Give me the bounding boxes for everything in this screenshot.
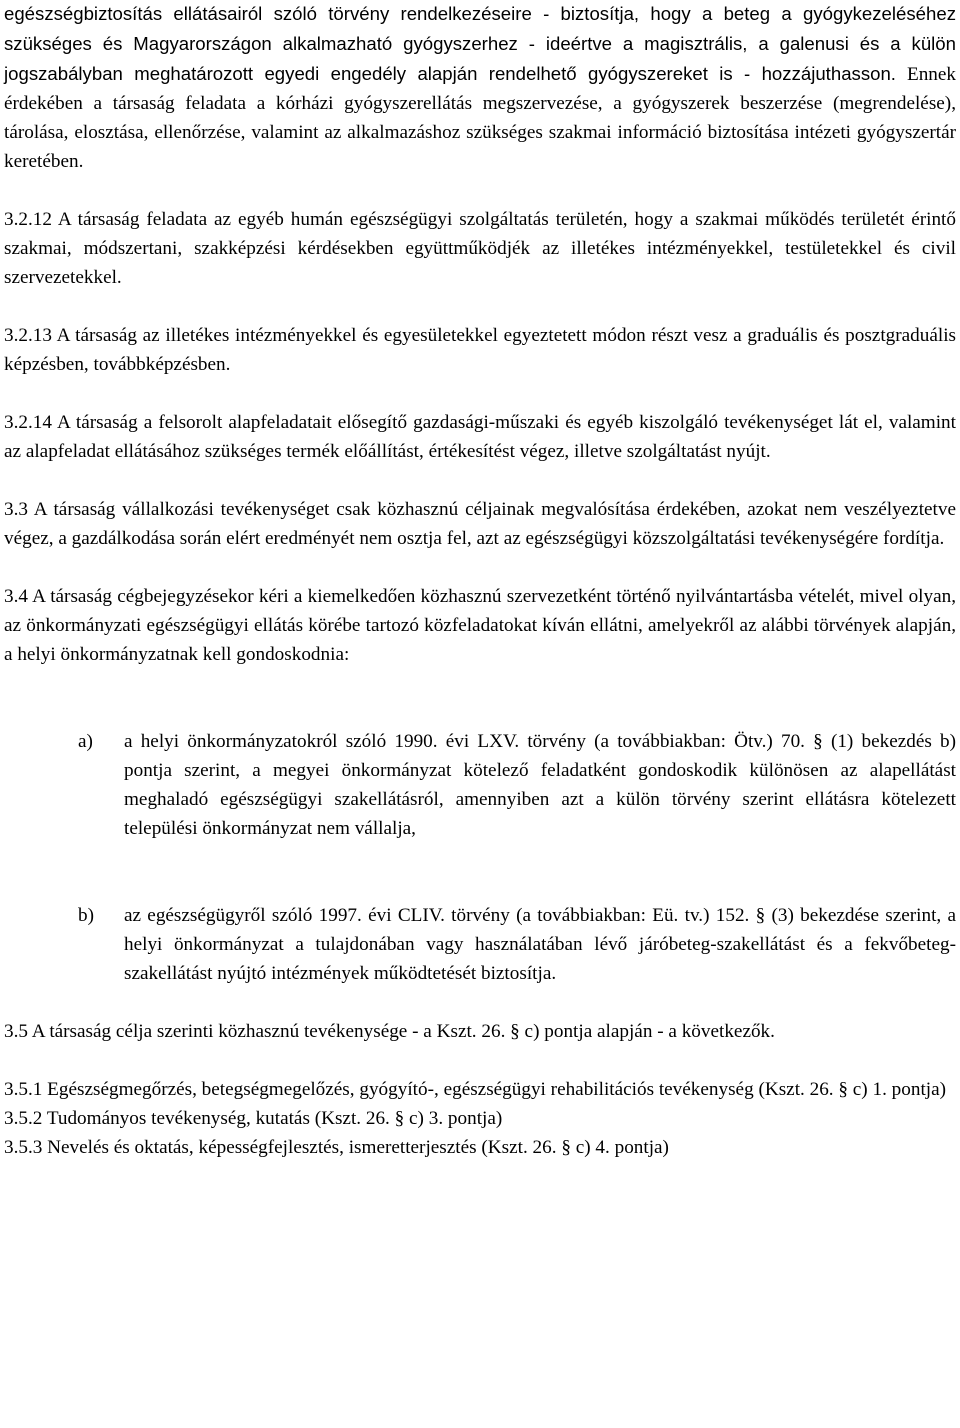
paragraph-3-4: 3.4 A társaság cégbejegyzésekor kéri a kiemelkedően közhasznú szervezetként történő nyilvántartásba vételét, mivel olyan, az önkormányzati egészségügyi ellátás körébe tartozó közfeladatokat kíván ellátni, amelyekről az alábbi törvények alapján, a helyi önkormányzatnak kell gondoskodnia:: [4, 586, 956, 665]
list-item-a: [4, 727, 956, 843]
list-item-b: [4, 901, 956, 988]
paragraph-3-3: 3.3 A társaság vállalkozási tevékenységet csak közhasznú céljainak megvalósítása érdekében, azokat nem veszélyeztetve végez, a gazdálkodása során elért eredményét nem osztja fel, azt az egészségügyi közszolgáltatási tevékenységére fordítja.: [4, 499, 956, 549]
paragraph-3-5-2: 3.5.2 Tudományos tevékenység, kutatás (Kszt. 26. § c) 3. pontja): [4, 1108, 503, 1129]
paragraph-3-2-14: 3.2.14 A társaság a felsorolt alapfeladatait elősegítő gazdasági-műszaki és egyéb kiszolgáló tevékenységet lát el, valamint az alapfeladat ellátásához szükséges termék előállítást, értékesítést végez, illetve szolgáltatást nyújt.: [4, 412, 956, 462]
intro-serif-text: Ennek érdekében a társaság feladata a kórházi gyógyszerellátás megszervezése, a gyógyszerek beszerzése (megrendelése), tárolása, elosztása, ellenőrzése, valamint az alkalmazáshoz szükséges szakmai információ biztosítása intézeti gyógyszertár keretében.: [4, 64, 956, 172]
paragraph-3-5-1: 3.5.1 Egészségmegőrzés, betegségmegelőzés, gyógyító-, egészségügyi rehabilitációs tevékenység (Kszt. 26. § c) 1. pontja): [4, 1079, 947, 1100]
list-marker-b: b): [78, 905, 94, 926]
list-item-b-text: az egészségügyről szóló 1997. évi CLIV. törvény (a továbbiakban: Eü. tv.) 152. § (3) bekezdése szerint, a helyi önkormányzat a tulajdonában vagy használatában lévő járóbeteg-szakellátást és a fekvőbeteg-szakellátást nyújtó intézmények működtetését biztosítja.: [124, 905, 956, 984]
list-item-a-text: a helyi önkormányzatokról szóló 1990. évi LXV. törvény (a továbbiakban: Ötv.) 70. § (1) bekezdés b) pontja szerint, a megyei önkormányzat kötelező feladatként gondoskodik különösen az alapellátást meghaladó egészségügyi szakellátásról, amennyiben azt a külön törvény szerint ellátásra kötelezett települési önkormányzat nem vállalja,: [124, 731, 956, 839]
paragraph-3-5-3: 3.5.3 Nevelés és oktatás, képességfejlesztés, ismeretterjesztés (Kszt. 26. § c) 4. pontja): [4, 1137, 669, 1158]
paragraph-3-5: 3.5 A társaság célja szerinti közhasznú tevékenysége - a Kszt. 26. § c) pontja alapján - a következők.: [4, 1021, 775, 1042]
paragraph-3-2-12: 3.2.12 A társaság feladata az egyéb humán egészségügyi szolgáltatás területén, hogy a szakmai működés területét érintő szakmai, módszertani, szakképzési kérdésekben együttműködjék az illetékes intézményekkel, testületekkel és civil szervezetekkel.: [4, 209, 956, 288]
document-page: [4, 0, 956, 1162]
paragraph-intro: [4, 0, 956, 176]
intro-sans-text: egészségbiztosítás ellátásairól szóló törvény rendelkezéseire - biztosítja, hogy a beteg a gyógykezeléséhez szükséges és Magyarországon alkalmazható gyógyszerhez - ideértve a magisztrális, a galenusi és a külön jogszabályban meghatározott egyedi engedély alapján rendelhető gyógyszereket is - hozzájuthasson.: [4, 3, 956, 84]
paragraph-3-2-13: 3.2.13 A társaság az illetékes intézményekkel és egyesületekkel egyeztetett módon részt vesz a graduális és posztgraduális képzésben, továbbképzésben.: [4, 325, 956, 375]
list-marker-a: a): [78, 731, 93, 752]
